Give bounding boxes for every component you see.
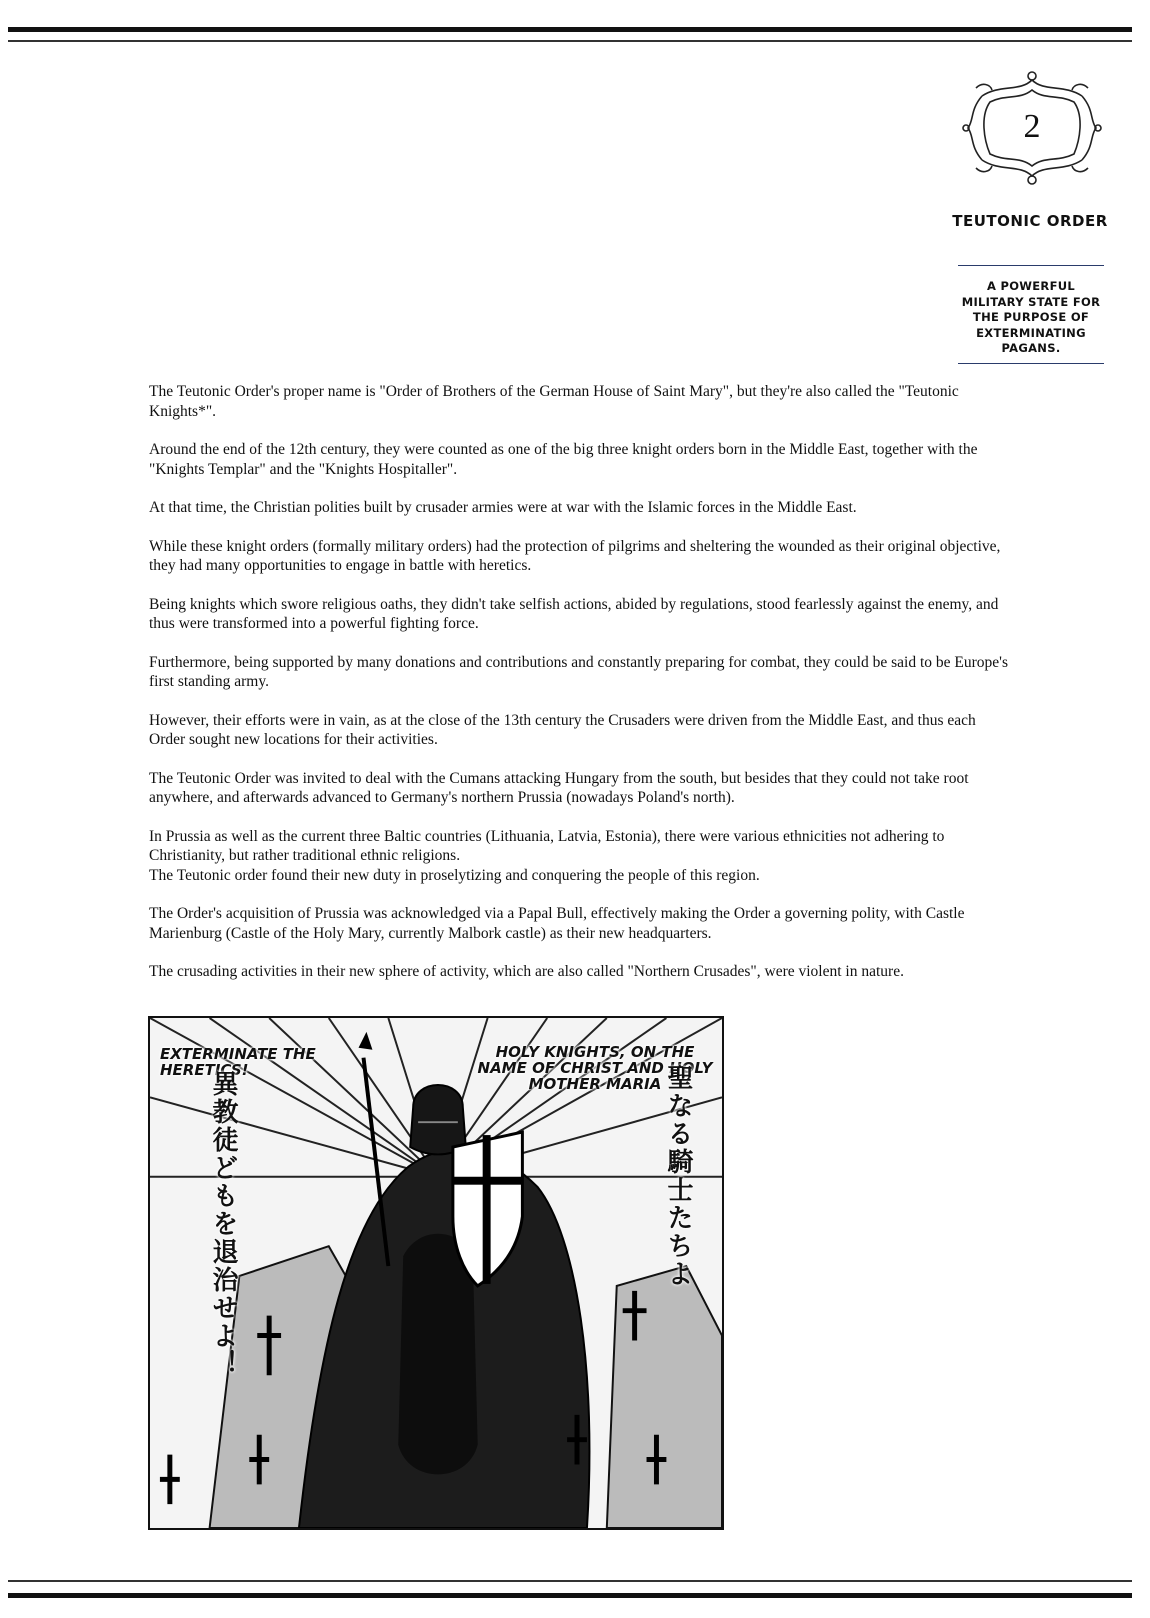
paragraph — [149, 827, 1009, 886]
paragraph: Furthermore, being supported by many donations and contributions and constantly preparing for combat, they could be said to be Europe's first standing army. — [149, 653, 1008, 690]
paragraph: The Teutonic Order's proper name is "Order of Brothers of the German House of Saint Mary", but they're also called the "Teutonic Knights*". — [149, 383, 959, 420]
top-rule-thick — [8, 27, 1132, 32]
paragraph: The Order's acquisition of Prussia was acknowledged via a Papal Bull, effectively making the Order a governing polity, with Castle Marienburg (Castle of the Holy Mary, currently Malbork castle) as their new headquarters. — [149, 905, 965, 942]
subtitle-divider-bottom — [958, 363, 1104, 364]
bottom-rule-thick — [8, 1593, 1132, 1598]
paragraph: Around the end of the 12th century, they were counted as one of the big three knight orders born in the Middle East, together with the "Knights Templar" and the "Knights Hospitaller". — [149, 441, 978, 478]
paragraph-line: In Prussia as well as the current three Baltic countries (Lithuania, Latvia, Estonia), there were various ethnicities not adhering to Christianity, but rather traditional ethnic religions. — [149, 827, 945, 864]
bottom-rule-thin — [8, 1580, 1132, 1582]
paragraph: The Teutonic Order was invited to deal with the Cumans attacking Hungary from the south, but besides that they could not take root anywhere, and afterwards advanced to Germany's northern Prussia (nowadays Poland's north). — [149, 769, 969, 806]
speech-bubble-right: HOLY KNIGHTS, ON THE NAME OF CHRIST AND HOLY MOTHER MARIA — [477, 1043, 713, 1093]
top-rule-thin — [8, 40, 1132, 42]
paragraph-line: The Teutonic order found their new duty in proselytizing and conquering the people of this region. — [149, 866, 760, 884]
paragraph: However, their efforts were in vain, as at the close of the 13th century the Crusaders were driven from the Middle East, and thus each Order sought new locations for their activities. — [149, 711, 976, 748]
chapter-number: 2 — [1023, 108, 1041, 145]
section-title: TEUTONIC ORDER — [952, 212, 1108, 230]
paragraph: While these knight orders (formally military orders) had the protection of pilgrims and sheltering the wounded as their original objective, they had many opportunities to engage in battle with heretics. — [149, 537, 1001, 574]
japanese-text-right: 聖なる騎士たちよ — [663, 1064, 693, 1288]
subtitle-divider-top — [958, 265, 1104, 266]
article-body — [149, 382, 1009, 1001]
japanese-text-left: 異教徒どもを退治せよ！ — [208, 1070, 238, 1378]
speech-bubble-left: EXTERMINATE THE HERETICS! — [160, 1045, 316, 1079]
paragraph: The crusading activities in their new sphere of activity, which are also called "Northern Crusades", were violent in nature. — [149, 963, 904, 980]
paragraph: At that time, the Christian polities built by crusader armies were at war with the Islamic forces in the Middle East. — [149, 499, 857, 516]
section-subtitle: A POWERFUL MILITARY STATE FOR THE PURPOSE OF EXTERMINATING PAGANS. — [961, 279, 1101, 355]
paragraph: Being knights which swore religious oaths, they didn't take selfish actions, abided by regulations, stood fearlessly against the enemy, and thus were transformed into a powerful fighting force. — [149, 595, 999, 632]
